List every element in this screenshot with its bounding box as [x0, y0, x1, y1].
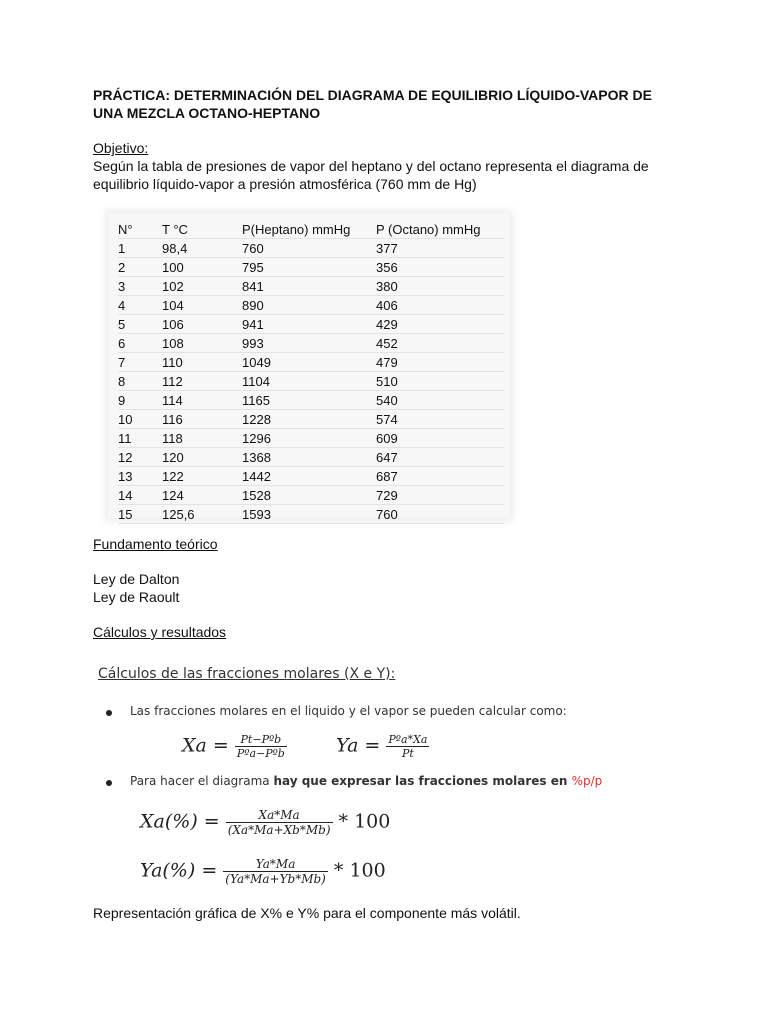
- bullet-2-red: %p/p: [571, 774, 603, 788]
- cell-temp: 108: [162, 334, 242, 353]
- cell-p-heptano: 760: [242, 239, 376, 258]
- vapor-pressure-table-image: [108, 213, 510, 522]
- header-p-octano: P (Octano) mmHg: [376, 220, 504, 239]
- cell-p-octano: 574: [376, 410, 504, 429]
- calc-image-title: Cálculos de las fracciones molares (X e Y):: [98, 666, 396, 682]
- xa-fraction: [235, 733, 287, 760]
- table-row: [118, 239, 504, 258]
- cell-p-octano: 510: [376, 372, 504, 391]
- cell-temp: 122: [162, 467, 242, 486]
- table-row: [118, 372, 504, 391]
- cell-n: 14: [118, 486, 162, 505]
- table-row: [118, 467, 504, 486]
- ya-percent-fraction: [223, 857, 328, 886]
- ya-denominator: Pt: [402, 747, 414, 760]
- cell-n: 8: [118, 372, 162, 391]
- cell-p-heptano: 1228: [242, 410, 376, 429]
- cell-p-octano: 729: [376, 486, 504, 505]
- cell-temp: 114: [162, 391, 242, 410]
- cell-temp: 104: [162, 296, 242, 315]
- cell-p-heptano: 1593: [242, 505, 376, 524]
- ya-numerator: Pºa*Xa: [388, 733, 428, 746]
- cell-p-octano: 479: [376, 353, 504, 372]
- table-row: [118, 486, 504, 505]
- cell-p-octano: 377: [376, 239, 504, 258]
- cell-p-octano: 429: [376, 315, 504, 334]
- table-row: [118, 315, 504, 334]
- cell-temp: 98,4: [162, 239, 242, 258]
- cell-p-octano: 687: [376, 467, 504, 486]
- cell-n: 2: [118, 258, 162, 277]
- cell-temp: 112: [162, 372, 242, 391]
- objetivo-heading: Objetivo:: [93, 140, 149, 156]
- xa-times-100: * 100: [338, 810, 391, 833]
- table-row: [118, 448, 504, 467]
- ya-percent-lhs: Ya(%) =: [140, 859, 218, 882]
- bullet-icon: [106, 780, 112, 786]
- xa-denominator: Pºa−Pºb: [236, 747, 285, 760]
- representacion-text: Representación gráfica de X% e Y% para el componente más volátil.: [93, 905, 521, 921]
- xa-formula: [182, 733, 287, 760]
- cell-p-heptano: 795: [242, 258, 376, 277]
- cell-temp: 106: [162, 315, 242, 334]
- table-row: [118, 277, 504, 296]
- xa-percent-denominator: (Xa*Ma+Xb*Mb): [227, 823, 331, 837]
- cell-temp: 125,6: [162, 505, 242, 524]
- ya-times-100: * 100: [333, 859, 386, 882]
- cell-temp: 124: [162, 486, 242, 505]
- cell-p-octano: 452: [376, 334, 504, 353]
- cell-temp: 120: [162, 448, 242, 467]
- bullet-2-bold: hay que expresar las fracciones molares en: [273, 774, 572, 788]
- cell-n: 13: [118, 467, 162, 486]
- xa-percent-formula: [140, 808, 390, 837]
- law-raoult: Ley de Raoult: [93, 589, 180, 605]
- cell-p-heptano: 1104: [242, 372, 376, 391]
- cell-p-octano: 380: [376, 277, 504, 296]
- bullet-2-text: [130, 774, 602, 788]
- header-p-heptano: P(Heptano) mmHg: [242, 220, 376, 239]
- cell-n: 12: [118, 448, 162, 467]
- ya-lhs: Ya =: [336, 734, 381, 757]
- cell-p-heptano: 890: [242, 296, 376, 315]
- cell-p-heptano: 1049: [242, 353, 376, 372]
- cell-n: 9: [118, 391, 162, 410]
- vapor-pressure-table: [118, 220, 504, 524]
- cell-p-heptano: 1528: [242, 486, 376, 505]
- cell-n: 4: [118, 296, 162, 315]
- cell-p-heptano: 1442: [242, 467, 376, 486]
- cell-n: 11: [118, 429, 162, 448]
- fundamento-heading: Fundamento teórico: [93, 536, 218, 552]
- ya-percent-formula: [140, 857, 386, 886]
- cell-temp: 102: [162, 277, 242, 296]
- cell-temp: 110: [162, 353, 242, 372]
- ya-formula: [336, 733, 429, 760]
- table-header-row: [118, 220, 504, 239]
- cell-p-octano: 540: [376, 391, 504, 410]
- cell-p-heptano: 941: [242, 315, 376, 334]
- cell-temp: 118: [162, 429, 242, 448]
- table-row: [118, 258, 504, 277]
- cell-p-octano: 609: [376, 429, 504, 448]
- header-n: N°: [118, 220, 162, 239]
- cell-n: 10: [118, 410, 162, 429]
- xa-percent-numerator: Xa*Ma: [226, 808, 333, 823]
- objetivo-text: Según la tabla de presiones de vapor del heptano y del octano representa el diagrama de equilibrio líquido-vapor a presión atmosférica (760 mm de Hg): [93, 158, 649, 192]
- xa-percent-lhs: Xa(%) =: [140, 810, 220, 833]
- cell-p-heptano: 1165: [242, 391, 376, 410]
- cell-p-octano: 760: [376, 505, 504, 524]
- xa-percent-fraction: [226, 808, 333, 837]
- table-row: [118, 353, 504, 372]
- cell-p-octano: 647: [376, 448, 504, 467]
- cell-p-heptano: 1296: [242, 429, 376, 448]
- xa-lhs: Xa =: [182, 734, 229, 757]
- law-dalton: Ley de Dalton: [93, 571, 180, 587]
- table-row: [118, 334, 504, 353]
- header-temp: T °C: [162, 220, 242, 239]
- bullet-1-text: Las fracciones molares en el liquido y el vapor se pueden calcular como:: [130, 704, 567, 718]
- cell-n: 3: [118, 277, 162, 296]
- cell-n: 1: [118, 239, 162, 258]
- cell-p-octano: 356: [376, 258, 504, 277]
- cell-temp: 100: [162, 258, 242, 277]
- xa-numerator: Pt−Pºb: [235, 733, 287, 747]
- calculos-heading: Cálculos y resultados: [93, 624, 227, 640]
- cell-p-heptano: 841: [242, 277, 376, 296]
- ya-percent-numerator: Ya*Ma: [223, 857, 328, 872]
- table-row: [118, 296, 504, 315]
- table-row: [118, 505, 504, 524]
- cell-p-heptano: 993: [242, 334, 376, 353]
- cell-n: 15: [118, 505, 162, 524]
- bullet-icon: [106, 710, 112, 716]
- cell-p-heptano: 1368: [242, 448, 376, 467]
- table-row: [118, 410, 504, 429]
- table-row: [118, 391, 504, 410]
- bullet-2-pre: Para hacer el diagrama: [130, 774, 274, 788]
- ya-percent-denominator: (Ya*Ma+Yb*Mb): [225, 872, 326, 886]
- cell-n: 5: [118, 315, 162, 334]
- cell-temp: 116: [162, 410, 242, 429]
- cell-n: 6: [118, 334, 162, 353]
- table-row: [118, 429, 504, 448]
- cell-n: 7: [118, 353, 162, 372]
- cell-p-octano: 406: [376, 296, 504, 315]
- page-title: PRÁCTICA: DETERMINACIÓN DEL DIAGRAMA DE EQUILIBRIO LÍQUIDO-VAPOR DE UNA MEZCLA OCTANO-HEPTANO: [93, 87, 652, 121]
- ya-fraction: [386, 733, 429, 760]
